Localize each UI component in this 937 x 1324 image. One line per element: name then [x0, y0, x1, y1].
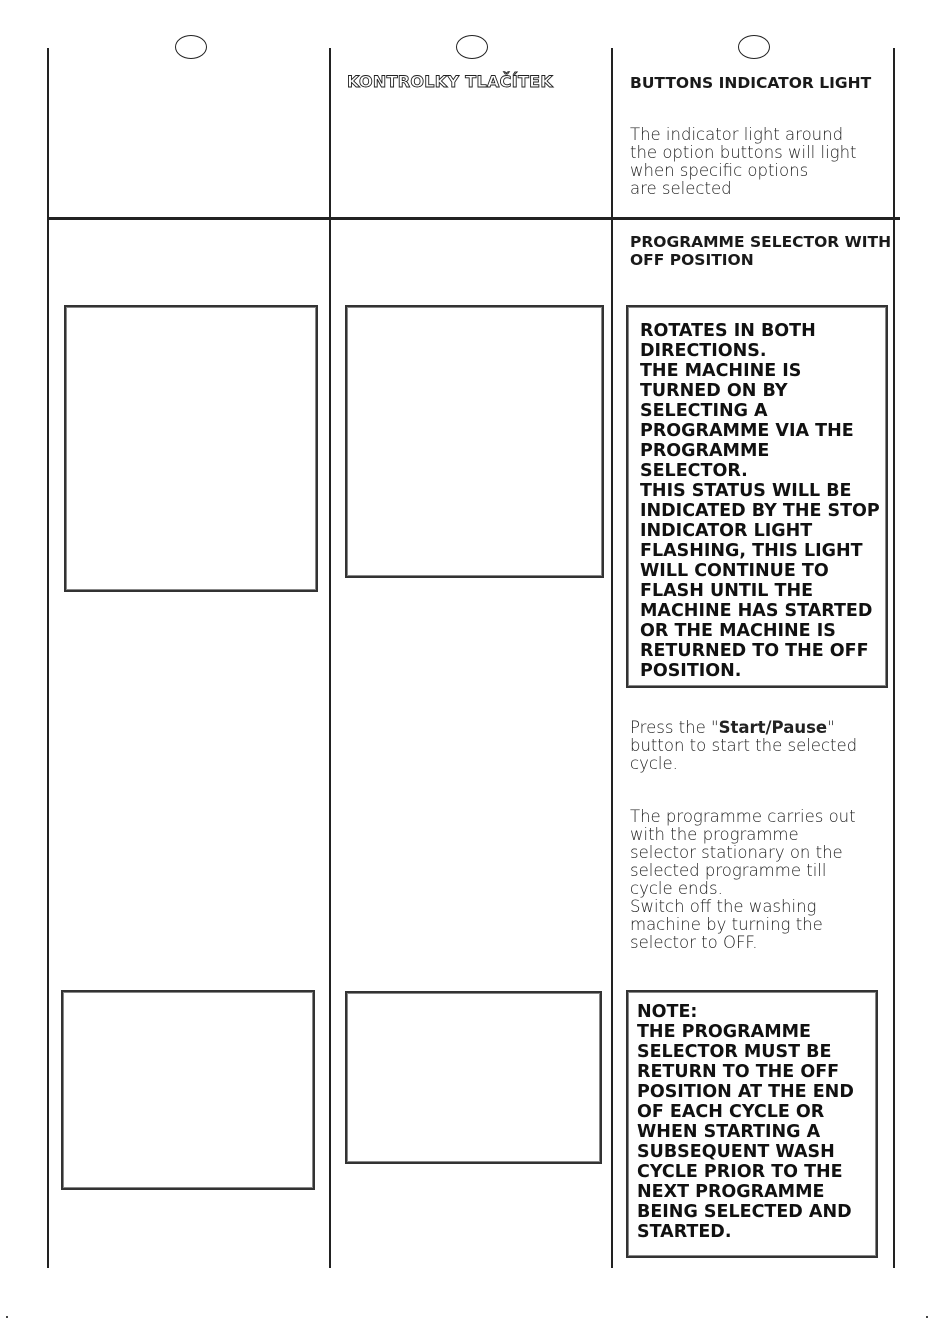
- start-pause-prefix: Press the ": [630, 718, 719, 737]
- start-pause-label: Start/Pause: [718, 718, 828, 737]
- column-divider-right: [893, 48, 895, 1268]
- buttons-indicator-heading: BUTTONS INDICATOR LIGHT: [630, 74, 872, 92]
- buttons-indicator-text: The indicator light around the option buttons will light when specific options are selected: [630, 125, 857, 198]
- left-column-box-bottom: [61, 990, 315, 1190]
- column-divider-left: [47, 48, 49, 1268]
- middle-column-title: KONTROLKY TLAČÍTEK: [347, 72, 554, 91]
- column-divider-1: [329, 48, 331, 1268]
- middle-column-box-top: [345, 305, 604, 578]
- corner-mark-right: [926, 1316, 928, 1318]
- selector-info-text: ROTATES IN BOTH DIRECTIONS. THE MACHINE IS TURNED ON BY SELECTING A PROGRAMME VIA THE PROGRAMME SELECTOR. THIS STATUS WILL BE INDICATED BY THE STOP INDICATOR LIGHT FLASHING, THIS LIGHT WILL CONTINUE TO FLASH UNTIL THE MACHINE HAS STARTED OR THE MACHINE IS RETURNED TO THE OFF POSITION.: [640, 321, 880, 681]
- language-marker-right: [738, 35, 770, 59]
- programme-instruction: The programme carries out with the programme selector stationary on the selected programme till cycle ends. Switch off the washing machine by turning the selector to OFF.: [630, 807, 856, 952]
- section-divider: [48, 217, 900, 220]
- language-marker-left: [175, 35, 207, 59]
- note-text: NOTE: THE PROGRAMME SELECTOR MUST BE RETURN TO THE OFF POSITION AT THE END OF EACH CYCLE OR WHEN STARTING A SUBSEQUENT WASH CYCLE PRIOR TO THE NEXT PROGRAMME BEING SELECTED AND STARTED.: [637, 1002, 854, 1242]
- start-pause-suffix: " button to start the selected cycle.: [630, 718, 858, 773]
- middle-column-box-bottom: [345, 991, 602, 1164]
- language-marker-middle: [456, 35, 488, 59]
- selector-heading: PROGRAMME SELECTOR WITH OFF POSITION: [630, 233, 892, 269]
- start-pause-instruction: [630, 719, 857, 773]
- corner-mark-left: [6, 1316, 8, 1318]
- column-divider-2: [611, 48, 613, 1268]
- left-column-box-top: [64, 305, 318, 592]
